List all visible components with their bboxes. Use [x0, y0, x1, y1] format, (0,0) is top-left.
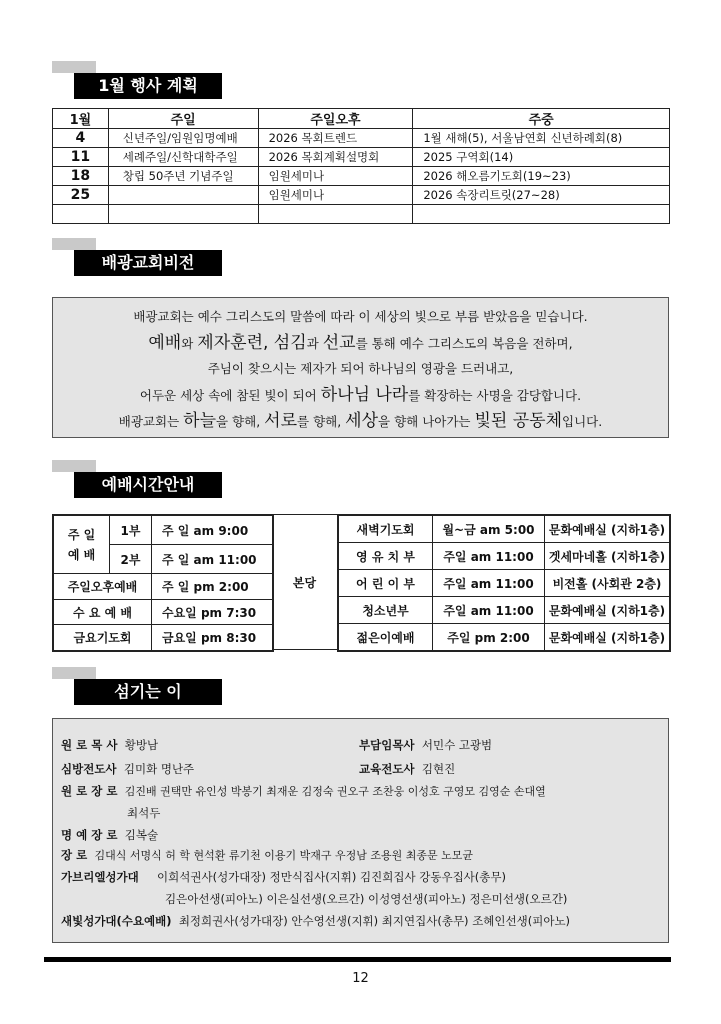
staff-row: [61, 869, 506, 885]
vision-line-2: [53, 330, 668, 356]
department-time: 주일 am 11:00: [433, 597, 545, 624]
weekday-cell: [413, 205, 670, 224]
service-time: 주 일 am 9:00: [152, 516, 273, 545]
page-number: 12: [352, 971, 369, 986]
staff-names: 김진배 권택만 유인성 박봉기 최재운 김정숙 권오구 조찬웅 이성호 구영모 김영순 손대열: [124, 785, 546, 798]
vision-emphasis: 빛된 공동체: [474, 411, 562, 431]
vision-text: 를 향해,: [297, 414, 346, 429]
department-place: 문화예배실 (지하1층): [545, 597, 670, 624]
department-place: 문화예배실 (지하1층): [545, 624, 670, 651]
worship-departments-table: [338, 515, 670, 651]
staff-names: 이희석권사(성가대장) 정만식집사(지휘) 김진희집사 강동우집사(총무): [157, 870, 506, 884]
department-name: 영 유 치 부: [339, 543, 433, 570]
service-label: 금요기도회: [54, 625, 152, 651]
table-row: [53, 129, 670, 148]
staff-role: 명 예 장 로: [61, 828, 118, 842]
staff-names: 서민수 고광범: [421, 738, 493, 752]
header-cell: 1월: [53, 109, 109, 129]
staff-row: [61, 827, 158, 843]
department-time: 주일 am 11:00: [433, 570, 545, 597]
date-cell: 18: [53, 167, 109, 186]
vision-line-4: [53, 382, 668, 408]
staff-names: 최정희권사(성가대장) 안수영선생(지휘) 최지연집사(총무) 조혜인선생(피아노): [178, 914, 571, 928]
weekday-cell: 1월 새해(5), 서울남연회 신년하례회(8): [413, 129, 670, 148]
staff-role: 가브리엘성가대: [61, 870, 139, 884]
header-accent: [52, 61, 96, 73]
table-header-row: [53, 109, 670, 129]
service-time: 금요일 pm 8:30: [152, 625, 273, 651]
section-title: 배광교회비전: [74, 250, 222, 276]
location-label: 본당: [292, 575, 317, 590]
staff-names: 황방남: [124, 738, 159, 752]
table-row: [339, 516, 670, 543]
vision-text: 를 통해 예수 그리스도의 복음을 전하며,: [355, 336, 573, 351]
service-label: 2부: [110, 545, 152, 574]
vision-statement: [52, 297, 669, 438]
header-cell: 주일: [108, 109, 258, 129]
sunday-worship-label: [54, 516, 110, 574]
vision-emphasis: 하늘: [183, 411, 216, 431]
table-row: [339, 624, 670, 651]
staff-list: [52, 718, 669, 943]
table-row: [339, 570, 670, 597]
staff-row: [359, 761, 455, 777]
table-row: [54, 625, 273, 651]
date-cell: 4: [53, 129, 109, 148]
service-label: 1부: [110, 516, 152, 545]
vision-text: 를 확장하는 사명을 감당합니다.: [408, 388, 582, 403]
vision-text: 과: [306, 336, 323, 351]
table-row: [53, 148, 670, 167]
table-row: [53, 205, 670, 224]
sunday-cell: [108, 186, 258, 205]
afternoon-cell: [258, 205, 413, 224]
department-time: 월~금 am 5:00: [433, 516, 545, 543]
vision-text: 배광교회는: [118, 414, 184, 429]
vision-emphasis: 하나님 나라: [320, 385, 409, 405]
table-row: [54, 516, 273, 545]
header-accent: [52, 238, 96, 250]
staff-row: [61, 913, 570, 929]
department-name: 젊은이예배: [339, 624, 433, 651]
vision-text: 와: [181, 336, 198, 351]
staff-row: [61, 737, 158, 753]
service-time: 수요일 pm 7:30: [152, 599, 273, 625]
department-place: 문화예배실 (지하1층): [545, 516, 670, 543]
date-cell: 11: [53, 148, 109, 167]
header-accent: [52, 460, 96, 472]
label-line: 주 일: [67, 527, 96, 542]
vision-emphasis: 서로: [264, 411, 298, 431]
table-row: [339, 543, 670, 570]
staff-role: 원 로 장 로: [61, 784, 118, 798]
sunday-cell: 세례주일/신학대학주일: [108, 148, 258, 167]
staff-role: 교육전도사: [359, 762, 415, 776]
worship-main-table: [53, 515, 273, 651]
table-row: [53, 186, 670, 205]
section-title: 1월 행사 계획: [74, 73, 222, 99]
service-time: 주 일 pm 2:00: [152, 574, 273, 600]
staff-row: [61, 761, 194, 777]
department-place: 비전홀 (사회관 2층): [545, 570, 670, 597]
service-time: 주 일 am 11:00: [152, 545, 273, 574]
events-table: [52, 108, 670, 224]
header-cell: 주중: [413, 109, 670, 129]
weekday-cell: 2026 해오름기도회(19~23): [413, 167, 670, 186]
staff-role: 부담임목사: [359, 738, 415, 752]
vision-text: 어두운 세상 속에 참된 빛이 되어: [139, 388, 321, 403]
department-name: 어 린 이 부: [339, 570, 433, 597]
afternoon-cell: 임원세미나: [258, 167, 413, 186]
location-main-sanctuary: [272, 514, 337, 650]
header-accent: [52, 667, 96, 679]
sunday-cell: 신년주일/임원임명예배: [108, 129, 258, 148]
section-title: 예배시간안내: [74, 472, 222, 498]
department-time: 주일 pm 2:00: [433, 624, 545, 651]
department-name: 청소년부: [339, 597, 433, 624]
vision-line-1: 배광교회는 예수 그리스도의 말씀에 따라 이 세상의 빛으로 부름 받았음을 믿습니다.: [133, 309, 588, 324]
vision-line-5: [53, 408, 668, 434]
table-row: [54, 574, 273, 600]
staff-names: 김미화 명난주: [123, 762, 195, 776]
vision-emphasis: 선교: [322, 333, 356, 353]
weekday-cell: 2025 구역회(14): [413, 148, 670, 167]
table-row: [53, 167, 670, 186]
staff-row-continued: 최석두: [127, 806, 161, 820]
staff-role: 장 로: [61, 848, 88, 862]
vision-text: 을 향해,: [216, 414, 265, 429]
staff-row: [359, 737, 492, 753]
worship-schedule-departments: [337, 514, 671, 652]
date-cell: 25: [53, 186, 109, 205]
worship-schedule-main: [52, 514, 274, 652]
staff-role: 심방전도사: [61, 762, 117, 776]
department-place: 겟세마네홀 (지하1층): [545, 543, 670, 570]
header-cell: 주일오후: [258, 109, 413, 129]
label-line: 예 배: [67, 547, 96, 562]
service-label: 수 요 예 배: [54, 599, 152, 625]
sunday-cell: [108, 205, 258, 224]
staff-names: 김현진: [421, 762, 456, 776]
department-time: 주일 am 11:00: [433, 543, 545, 570]
vision-line-3: 주님이 찾으시는 제자가 되어 하나님의 영광을 드러내고,: [207, 361, 514, 376]
afternoon-cell: 2026 목회트렌드: [258, 129, 413, 148]
table-row: [339, 597, 670, 624]
footer-rule: [44, 957, 671, 962]
sunday-cell: 창립 50주년 기념주일: [108, 167, 258, 186]
vision-emphasis: 제자훈련, 섬김: [197, 333, 307, 353]
vision-text: 입니다.: [562, 414, 603, 429]
staff-row-continued: 김은아선생(피아노) 이은실선생(오르간) 이성영선생(피아노) 정은미선생(오르간): [165, 892, 568, 906]
afternoon-cell: 2026 목회계획설명회: [258, 148, 413, 167]
date-cell: [53, 205, 109, 224]
staff-names: 김대식 서명식 허 학 현석환 류기천 이용기 박재구 우정남 조용원 최종문 노모균: [94, 849, 474, 862]
vision-emphasis: 세상: [345, 411, 379, 431]
section-title: 섬기는 이: [74, 679, 222, 705]
staff-role: 새빛성가대(수요예배): [61, 914, 172, 928]
staff-role: 원 로 목 사: [61, 738, 118, 752]
vision-emphasis: 예배: [148, 333, 182, 353]
staff-row: [61, 847, 473, 863]
staff-names: 김복술: [124, 828, 159, 842]
service-label: 주일오후예배: [54, 574, 152, 600]
weekday-cell: 2026 속장리트릿(27~28): [413, 186, 670, 205]
table-row: [54, 599, 273, 625]
vision-text: 을 향해 나아가는: [378, 414, 475, 429]
department-name: 새벽기도회: [339, 516, 433, 543]
afternoon-cell: 임원세미나: [258, 186, 413, 205]
staff-row: [61, 783, 546, 799]
